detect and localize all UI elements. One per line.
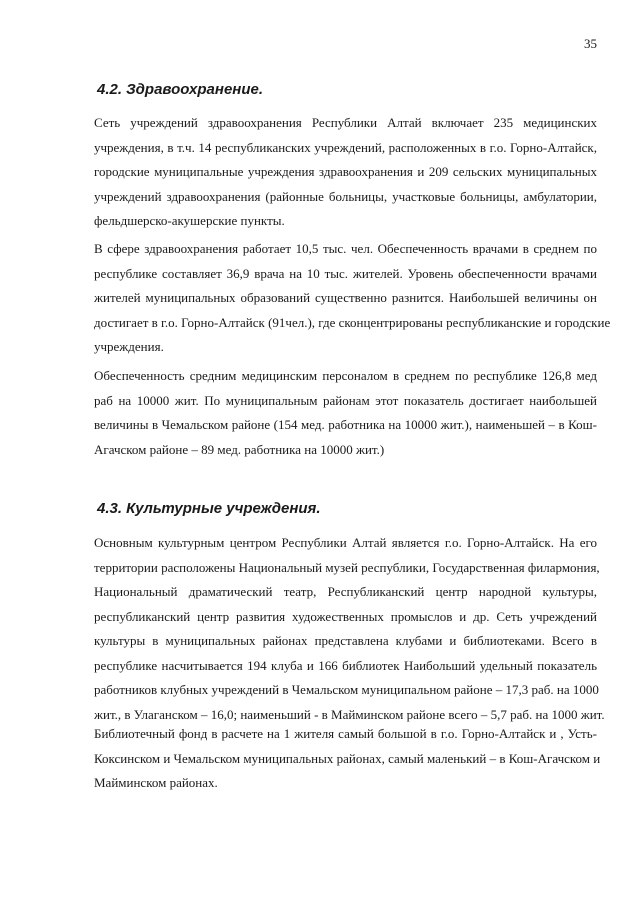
section-heading-culture: 4.3. Культурные учреждения. [97,500,321,517]
paragraph-healthcare-institutions [94,111,597,234]
text-line: В сфере здравоохранения работает 10,5 тыс. чел. Обеспеченность врачами в среднем по [94,241,597,256]
text-line: городские муниципальные учреждения здравоохранения и 209 сельских муниципальных [94,164,597,179]
text-line: фельдшерско-акушерские пункты. [94,213,285,228]
text-line: республике составляет 36,9 врача на 10 тыс. жителей. Уровень обеспеченности врачами [94,265,597,281]
section-heading-healthcare: 4.2. Здравоохранение. [97,81,264,98]
text-line: Обеспеченность средним медицинским персоналом в среднем по республике 126,8 мед [94,368,597,383]
text-line: величины в Чемальском районе (154 мед. работника на 10000 жит.), наименьшей – в Кош- [94,417,597,432]
text-line: работников клубных учреждений в Чемальском муниципальном районе – 17,3 раб. на 1000 [94,682,599,697]
paragraph-healthcare-nurses [94,364,597,462]
text-line: Коксинском и Чемальском муниципальных районах, самый маленький – в Кош-Агачском и [94,750,601,766]
text-line: Национальный драматический театр, Республиканский центр народной культуры, [94,584,597,599]
paragraph-culture-institutions [94,531,605,727]
text-line: раб на 10000 жит. По муниципальным районам этот показатель достигает наибольшей [94,392,597,408]
page-number: 35 [584,36,597,51]
text-line: учреждений здравоохранения (районные больницы, участковые больницы, амбулатории, [94,188,597,204]
text-line: жителей муниципальных образований существенно разнится. Наибольшей величины он [94,290,597,305]
text-line: достигает в г.о. Горно-Алтайск (91чел.), где сконцентрированы республиканские и городские [94,314,611,330]
text-line: Агачском районе – 89 мед. работника на 10000 жит.) [94,441,385,457]
text-line: Библиотечный фонд в расчете на 1 жителя самый большой в г.о. Горно-Алтайск и , Усть- [94,726,597,741]
text-line: учреждения. [94,339,164,354]
text-line: Майминском районах. [94,775,218,790]
text-line: республиканский центр развития художественных промыслов и др. Сеть учреждений [94,608,597,624]
paragraph-library-fund [94,722,601,796]
text-line: Сеть учреждений здравоохранения Республики Алтай включает 235 медицинских [94,115,597,130]
paragraph-healthcare-staff [94,237,611,360]
text-line: республике насчитывается 194 клуба и 166 библиотек Наибольший удельный показатель [94,657,597,673]
text-line: Основным культурным центром Республики Алтай является г.о. Горно-Алтайск. На его [94,535,597,550]
text-line: учреждения, в т.ч. 14 республиканских учреждений, расположенных в г.о. Горно-Алтайск, [94,139,597,155]
text-line: жит., в Улаганском – 16,0; наименьший - в Майминском районе всего – 5,7 раб. на 1000 жит. [94,706,605,722]
text-line: территории расположены Национальный музей республики, Государственная филармония, [94,559,600,575]
text-line: культуры в муниципальных районах представлена клубами и библиотеками. Всего в [94,633,597,648]
